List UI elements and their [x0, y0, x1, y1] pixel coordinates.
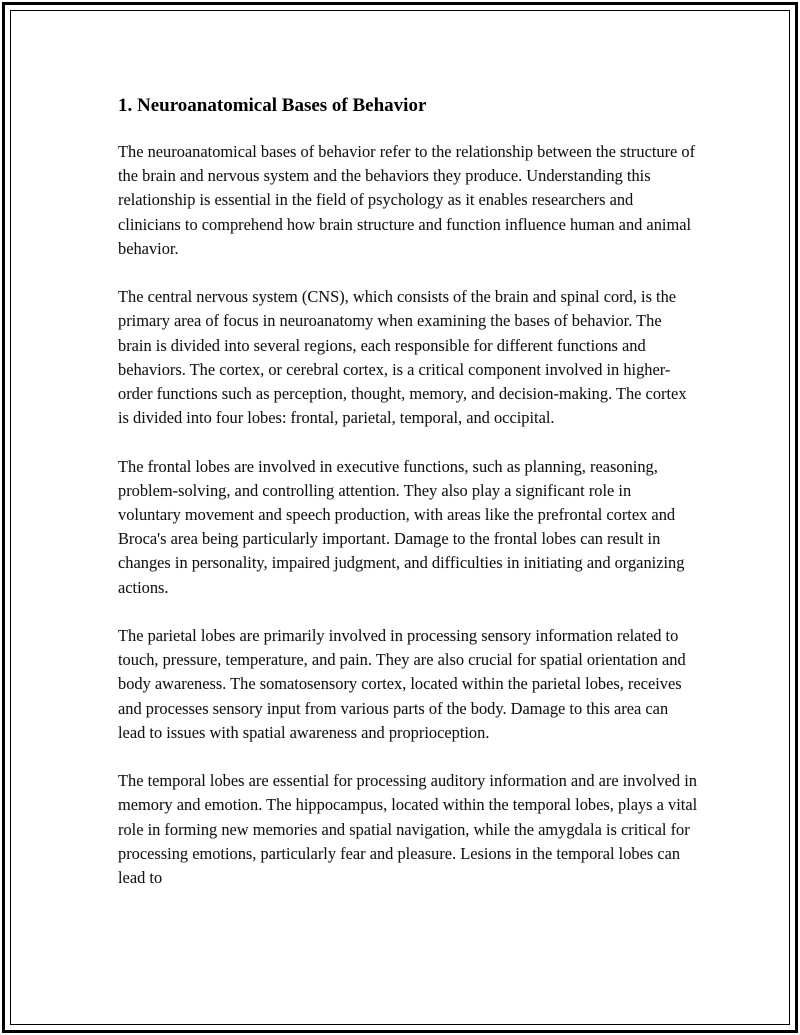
paragraph-cns: The central nervous system (CNS), which consists of the brain and spinal cord, is the primary area of focus in neuroanatomy when examining the bases of behavior. The brain is divided into several regions, each responsible for different functions and behaviors. The cortex, or cerebral cortex, is a critical component involved in higher-order functions such as perception, thought, memory, and decision-making. The cortex is divided into four lobes: frontal, parietal, temporal, and occipital.	[118, 287, 687, 428]
paragraph-frontal-lobes: The frontal lobes are involved in executive functions, such as planning, reasoning, problem-solving, and controlling attention. They also play a significant role in voluntary movement and speech production, with areas like the prefrontal cortex and Broca's area being particularly important. Damage to the frontal lobes can result in changes in personality, impaired judgment, and difficulties in initiating and organizing actions.	[118, 456, 685, 597]
paragraph-temporal-lobes: The temporal lobes are essential for processing auditory information and are involved in memory and emotion. The hippocampus, located within the temporal lobes, plays a vital role in forming new memories and spatial navigation, while the amygdala is critical for processing emotions, particularly fear and pleasure. Lesions in the temporal lobes can lead to	[118, 771, 698, 888]
paragraph-intro: The neuroanatomical bases of behavior refer to the relationship between the structure of the brain and nervous system and the behaviors they produce. Understanding this relationship is essential in the field of psychology as it enables researchers and clinicians to comprehend how brain structure and function influence human and animal behavior.	[118, 142, 696, 258]
paragraph-parietal-lobes: The parietal lobes are primarily involved in processing sensory information related to touch, pressure, temperature, and pain. They are also crucial for spatial orientation and body awareness. The somatosensory cortex, located within the parietal lobes, receives and processes sensory input from various parts of the body. Damage to this area can lead to issues with spatial awareness and proprioception.	[118, 626, 686, 742]
document-body	[118, 92, 698, 914]
section-heading: 1. Neuroanatomical Bases of Behavior	[118, 95, 427, 116]
